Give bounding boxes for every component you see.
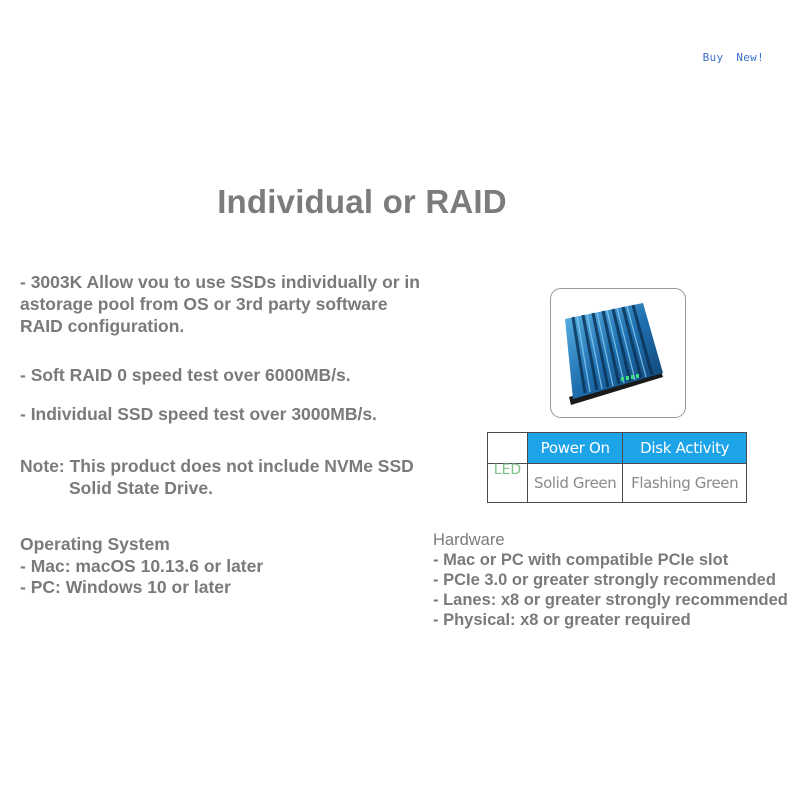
raid-speed-text: - Soft RAID 0 speed test over 6000MB/s. bbox=[20, 365, 351, 385]
description-line: - 3003K Allow vou to use SSDs individually or in bbox=[20, 272, 420, 292]
hardware-item: - Mac or PC with compatible PCIe slot bbox=[433, 551, 729, 569]
os-requirements bbox=[20, 534, 263, 599]
table-row bbox=[488, 464, 747, 503]
ssd-heatsink-card-icon bbox=[551, 289, 685, 417]
hardware-item: - Lanes: x8 or greater strongly recommended bbox=[433, 591, 788, 609]
hardware-title: Hardware bbox=[433, 531, 505, 549]
hardware-item: - Physical: x8 or greater required bbox=[433, 611, 691, 629]
led-row-label bbox=[488, 464, 528, 503]
hardware-item: - PCIe 3.0 or greater strongly recommended bbox=[433, 571, 776, 589]
value-solid-green: Solid Green bbox=[528, 464, 623, 503]
description-line: RAID configuration. bbox=[20, 316, 185, 336]
table-row bbox=[488, 433, 747, 464]
os-title: Operating System bbox=[20, 534, 170, 554]
buy-new-tag[interactable]: Buy New! bbox=[702, 51, 764, 64]
note-line: Solid State Drive. bbox=[69, 478, 213, 498]
note-line: Note: This product does not include NVMe SSD bbox=[20, 456, 414, 476]
ssd-speed-text: - Individual SSD speed test over 3000MB/s. bbox=[20, 404, 377, 424]
value-flashing-green: Flashing Green bbox=[623, 464, 747, 503]
description-line: astorage pool from OS or 3rd party software bbox=[20, 294, 388, 314]
led-status-table bbox=[487, 432, 747, 503]
note-block bbox=[20, 455, 414, 499]
table-corner-cell bbox=[488, 433, 528, 464]
os-pc: - PC: Windows 10 or later bbox=[20, 577, 231, 597]
os-mac: - Mac: macOS 10.13.6 or later bbox=[20, 555, 264, 576]
description-block bbox=[20, 271, 420, 337]
header-disk-activity: Disk Activity bbox=[623, 433, 747, 464]
product-image bbox=[550, 288, 686, 418]
page-title: Individual or RAID bbox=[217, 183, 507, 220]
led-label-text: LED bbox=[493, 462, 522, 478]
header-power-on: Power On bbox=[528, 433, 623, 464]
hardware-requirements bbox=[433, 530, 788, 630]
